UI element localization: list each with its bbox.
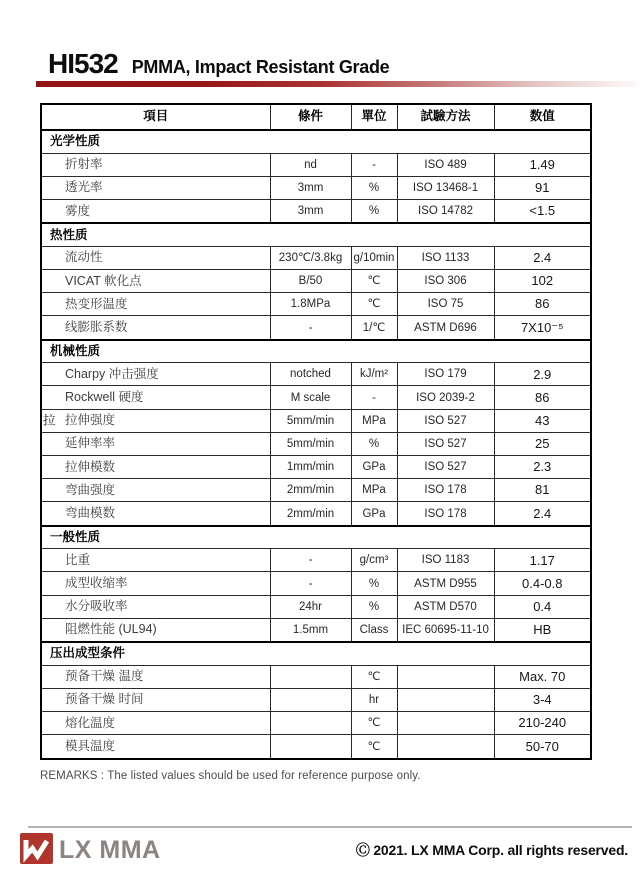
cell-unit: kJ/m² xyxy=(351,363,397,386)
cell-method xyxy=(397,665,494,688)
cell-unit: ℃ xyxy=(351,269,397,292)
cell-value: 102 xyxy=(494,269,591,292)
cell-unit: % xyxy=(351,595,397,618)
cell-value: Max. 70 xyxy=(494,665,591,688)
table-row xyxy=(41,502,591,526)
cell-condition: 24hr xyxy=(270,595,351,618)
table-row xyxy=(41,269,591,292)
cell-item: 模具温度 xyxy=(41,735,270,759)
cell-unit: Class xyxy=(351,618,397,642)
cell-unit: ℃ xyxy=(351,665,397,688)
cell-value: 86 xyxy=(494,386,591,409)
section-row xyxy=(41,642,591,665)
cell-item: 弯曲强度 xyxy=(41,479,270,502)
cell-method: ISO 489 xyxy=(397,153,494,176)
table-row xyxy=(41,293,591,316)
table-row xyxy=(41,549,591,572)
cell-unit: GPa xyxy=(351,502,397,526)
cell-condition xyxy=(270,735,351,759)
section-title: 光学性质 xyxy=(41,130,591,153)
table-body xyxy=(41,130,591,759)
cell-value: 50-70 xyxy=(494,735,591,759)
cell-unit: % xyxy=(351,432,397,455)
table-row xyxy=(41,153,591,176)
cell-method xyxy=(397,712,494,735)
footer-divider xyxy=(28,826,632,828)
cell-value: 210-240 xyxy=(494,712,591,735)
table-row xyxy=(41,455,591,478)
cell-unit: % xyxy=(351,572,397,595)
cell-value: 91 xyxy=(494,176,591,199)
cell-method xyxy=(397,688,494,711)
property-table-container xyxy=(40,103,592,760)
section-row xyxy=(41,526,591,549)
table-row xyxy=(41,246,591,269)
cell-condition: 1.5mm xyxy=(270,618,351,642)
cell-method: ISO 527 xyxy=(397,455,494,478)
cell-unit: ℃ xyxy=(351,293,397,316)
cell-item: 预备干燥 时间 xyxy=(41,688,270,711)
cell-condition: 5mm/min xyxy=(270,432,351,455)
item-prefix-glyph: 拉 xyxy=(43,413,56,428)
cell-item: 水分吸收率 xyxy=(41,595,270,618)
cell-value: 86 xyxy=(494,293,591,316)
column-header-condition: 條件 xyxy=(270,104,351,130)
cell-unit: MPa xyxy=(351,479,397,502)
cell-method: ISO 13468-1 xyxy=(397,176,494,199)
cell-item: 预备干燥 温度 xyxy=(41,665,270,688)
section-title: 一般性质 xyxy=(41,526,591,549)
cell-value: <1.5 xyxy=(494,199,591,223)
section-title: 机械性质 xyxy=(41,340,591,363)
table-row xyxy=(41,595,591,618)
cell-item: 拉伸强度 拉 xyxy=(41,409,270,432)
table-row xyxy=(41,363,591,386)
cell-value: 1.49 xyxy=(494,153,591,176)
cell-value: 25 xyxy=(494,432,591,455)
cell-method: ISO 178 xyxy=(397,479,494,502)
table-row xyxy=(41,572,591,595)
cell-method xyxy=(397,735,494,759)
cell-condition: 3mm xyxy=(270,176,351,199)
cell-unit: 1/℃ xyxy=(351,316,397,340)
table-row xyxy=(41,432,591,455)
cell-unit: g/cm³ xyxy=(351,549,397,572)
cell-item: VICAT 軟化点 xyxy=(41,269,270,292)
cell-unit: - xyxy=(351,386,397,409)
cell-condition: 1mm/min xyxy=(270,455,351,478)
grade-subtitle: PMMA, Impact Resistant Grade xyxy=(131,57,390,77)
cell-unit: hr xyxy=(351,688,397,711)
cell-method: ISO 1183 xyxy=(397,549,494,572)
cell-condition xyxy=(270,688,351,711)
cell-condition: nd xyxy=(270,153,351,176)
cell-method: ISO 527 xyxy=(397,432,494,455)
cell-item: 拉伸模数 xyxy=(41,455,270,478)
table-row xyxy=(41,665,591,688)
cell-condition: - xyxy=(270,316,351,340)
cell-condition: 230℃/3.8kg xyxy=(270,246,351,269)
cell-method: ISO 306 xyxy=(397,269,494,292)
cell-condition: B/50 xyxy=(270,269,351,292)
cell-value: 81 xyxy=(494,479,591,502)
title-accent-rule xyxy=(36,81,637,87)
cell-unit: ℃ xyxy=(351,735,397,759)
cell-condition: - xyxy=(270,549,351,572)
cell-value: 0.4 xyxy=(494,595,591,618)
cell-method: ISO 2039-2 xyxy=(397,386,494,409)
cell-method: ASTM D570 xyxy=(397,595,494,618)
cell-value: 2.4 xyxy=(494,502,591,526)
cell-item: 比重 xyxy=(41,549,270,572)
lx-logo-icon xyxy=(20,833,53,864)
cell-condition: notched xyxy=(270,363,351,386)
table-row xyxy=(41,176,591,199)
cell-item: 线膨胀系数 xyxy=(41,316,270,340)
table-row xyxy=(41,316,591,340)
cell-method: ISO 179 xyxy=(397,363,494,386)
grade-code: HI532 xyxy=(48,48,118,79)
cell-condition: 5mm/min xyxy=(270,409,351,432)
cell-item: 流动性 xyxy=(41,246,270,269)
cell-value: 1.17 xyxy=(494,549,591,572)
cell-item: 成型收缩率 xyxy=(41,572,270,595)
cell-condition: 2mm/min xyxy=(270,479,351,502)
cell-item: 熔化温度 xyxy=(41,712,270,735)
table-row xyxy=(41,479,591,502)
cell-value: 2.4 xyxy=(494,246,591,269)
table-row xyxy=(41,618,591,642)
cell-value: 7X10⁻⁵ xyxy=(494,316,591,340)
table-row xyxy=(41,688,591,711)
cell-condition: - xyxy=(270,572,351,595)
cell-item: 透光率 xyxy=(41,176,270,199)
cell-method: ISO 527 xyxy=(397,409,494,432)
cell-method: ISO 14782 xyxy=(397,199,494,223)
cell-method: ISO 1133 xyxy=(397,246,494,269)
table-row xyxy=(41,712,591,735)
cell-value: 2.9 xyxy=(494,363,591,386)
table-row xyxy=(41,735,591,759)
cell-item: 延伸率率 xyxy=(41,432,270,455)
cell-unit: GPa xyxy=(351,455,397,478)
cell-value: 0.4-0.8 xyxy=(494,572,591,595)
cell-item: Rockwell 硬度 xyxy=(41,386,270,409)
cell-item: 热变形温度 xyxy=(41,293,270,316)
property-table xyxy=(40,103,592,760)
column-header-method: 試驗方法 xyxy=(397,104,494,130)
table-row xyxy=(41,199,591,223)
cell-value: 2.3 xyxy=(494,455,591,478)
cell-value: 3-4 xyxy=(494,688,591,711)
cell-unit: % xyxy=(351,176,397,199)
copyright-text: Ⓒ 2021. LX MMA Corp. all rights reserved. xyxy=(355,842,628,858)
page-title xyxy=(48,48,389,80)
cell-method: ASTM D955 xyxy=(397,572,494,595)
section-row xyxy=(41,223,591,246)
column-header-value: 数值 xyxy=(494,104,591,130)
lx-logo-text: LX MMA xyxy=(59,836,161,864)
cell-value: 43 xyxy=(494,409,591,432)
cell-condition xyxy=(270,665,351,688)
column-header-item: 項目 xyxy=(41,104,270,130)
cell-item: 雾度 xyxy=(41,199,270,223)
cell-unit: - xyxy=(351,153,397,176)
section-title: 压出成型条件 xyxy=(41,642,591,665)
remarks-text: REMARKS : The listed values should be used for reference purpose only. xyxy=(40,770,421,782)
cell-method: ISO 178 xyxy=(397,502,494,526)
section-row xyxy=(41,130,591,153)
table-header xyxy=(41,104,591,130)
section-row xyxy=(41,340,591,363)
table-row xyxy=(41,409,591,432)
cell-value: HB xyxy=(494,618,591,642)
cell-unit: ℃ xyxy=(351,712,397,735)
cell-item: 弯曲模数 xyxy=(41,502,270,526)
cell-item: Charpy 冲击强度 xyxy=(41,363,270,386)
cell-unit: g/10min xyxy=(351,246,397,269)
cell-condition: 3mm xyxy=(270,199,351,223)
cell-condition: M scale xyxy=(270,386,351,409)
cell-condition: 2mm/min xyxy=(270,502,351,526)
cell-method: ASTM D696 xyxy=(397,316,494,340)
cell-method: ISO 75 xyxy=(397,293,494,316)
section-title: 热性质 xyxy=(41,223,591,246)
cell-condition: 1.8MPa xyxy=(270,293,351,316)
cell-condition xyxy=(270,712,351,735)
column-header-unit: 單位 xyxy=(351,104,397,130)
cell-unit: MPa xyxy=(351,409,397,432)
table-header-row xyxy=(41,104,591,130)
table-row xyxy=(41,386,591,409)
cell-unit: % xyxy=(351,199,397,223)
cell-method: IEC 60695-11-10 xyxy=(397,618,494,642)
cell-item: 折射率 xyxy=(41,153,270,176)
cell-item: 阻燃性能 (UL94) xyxy=(41,618,270,642)
